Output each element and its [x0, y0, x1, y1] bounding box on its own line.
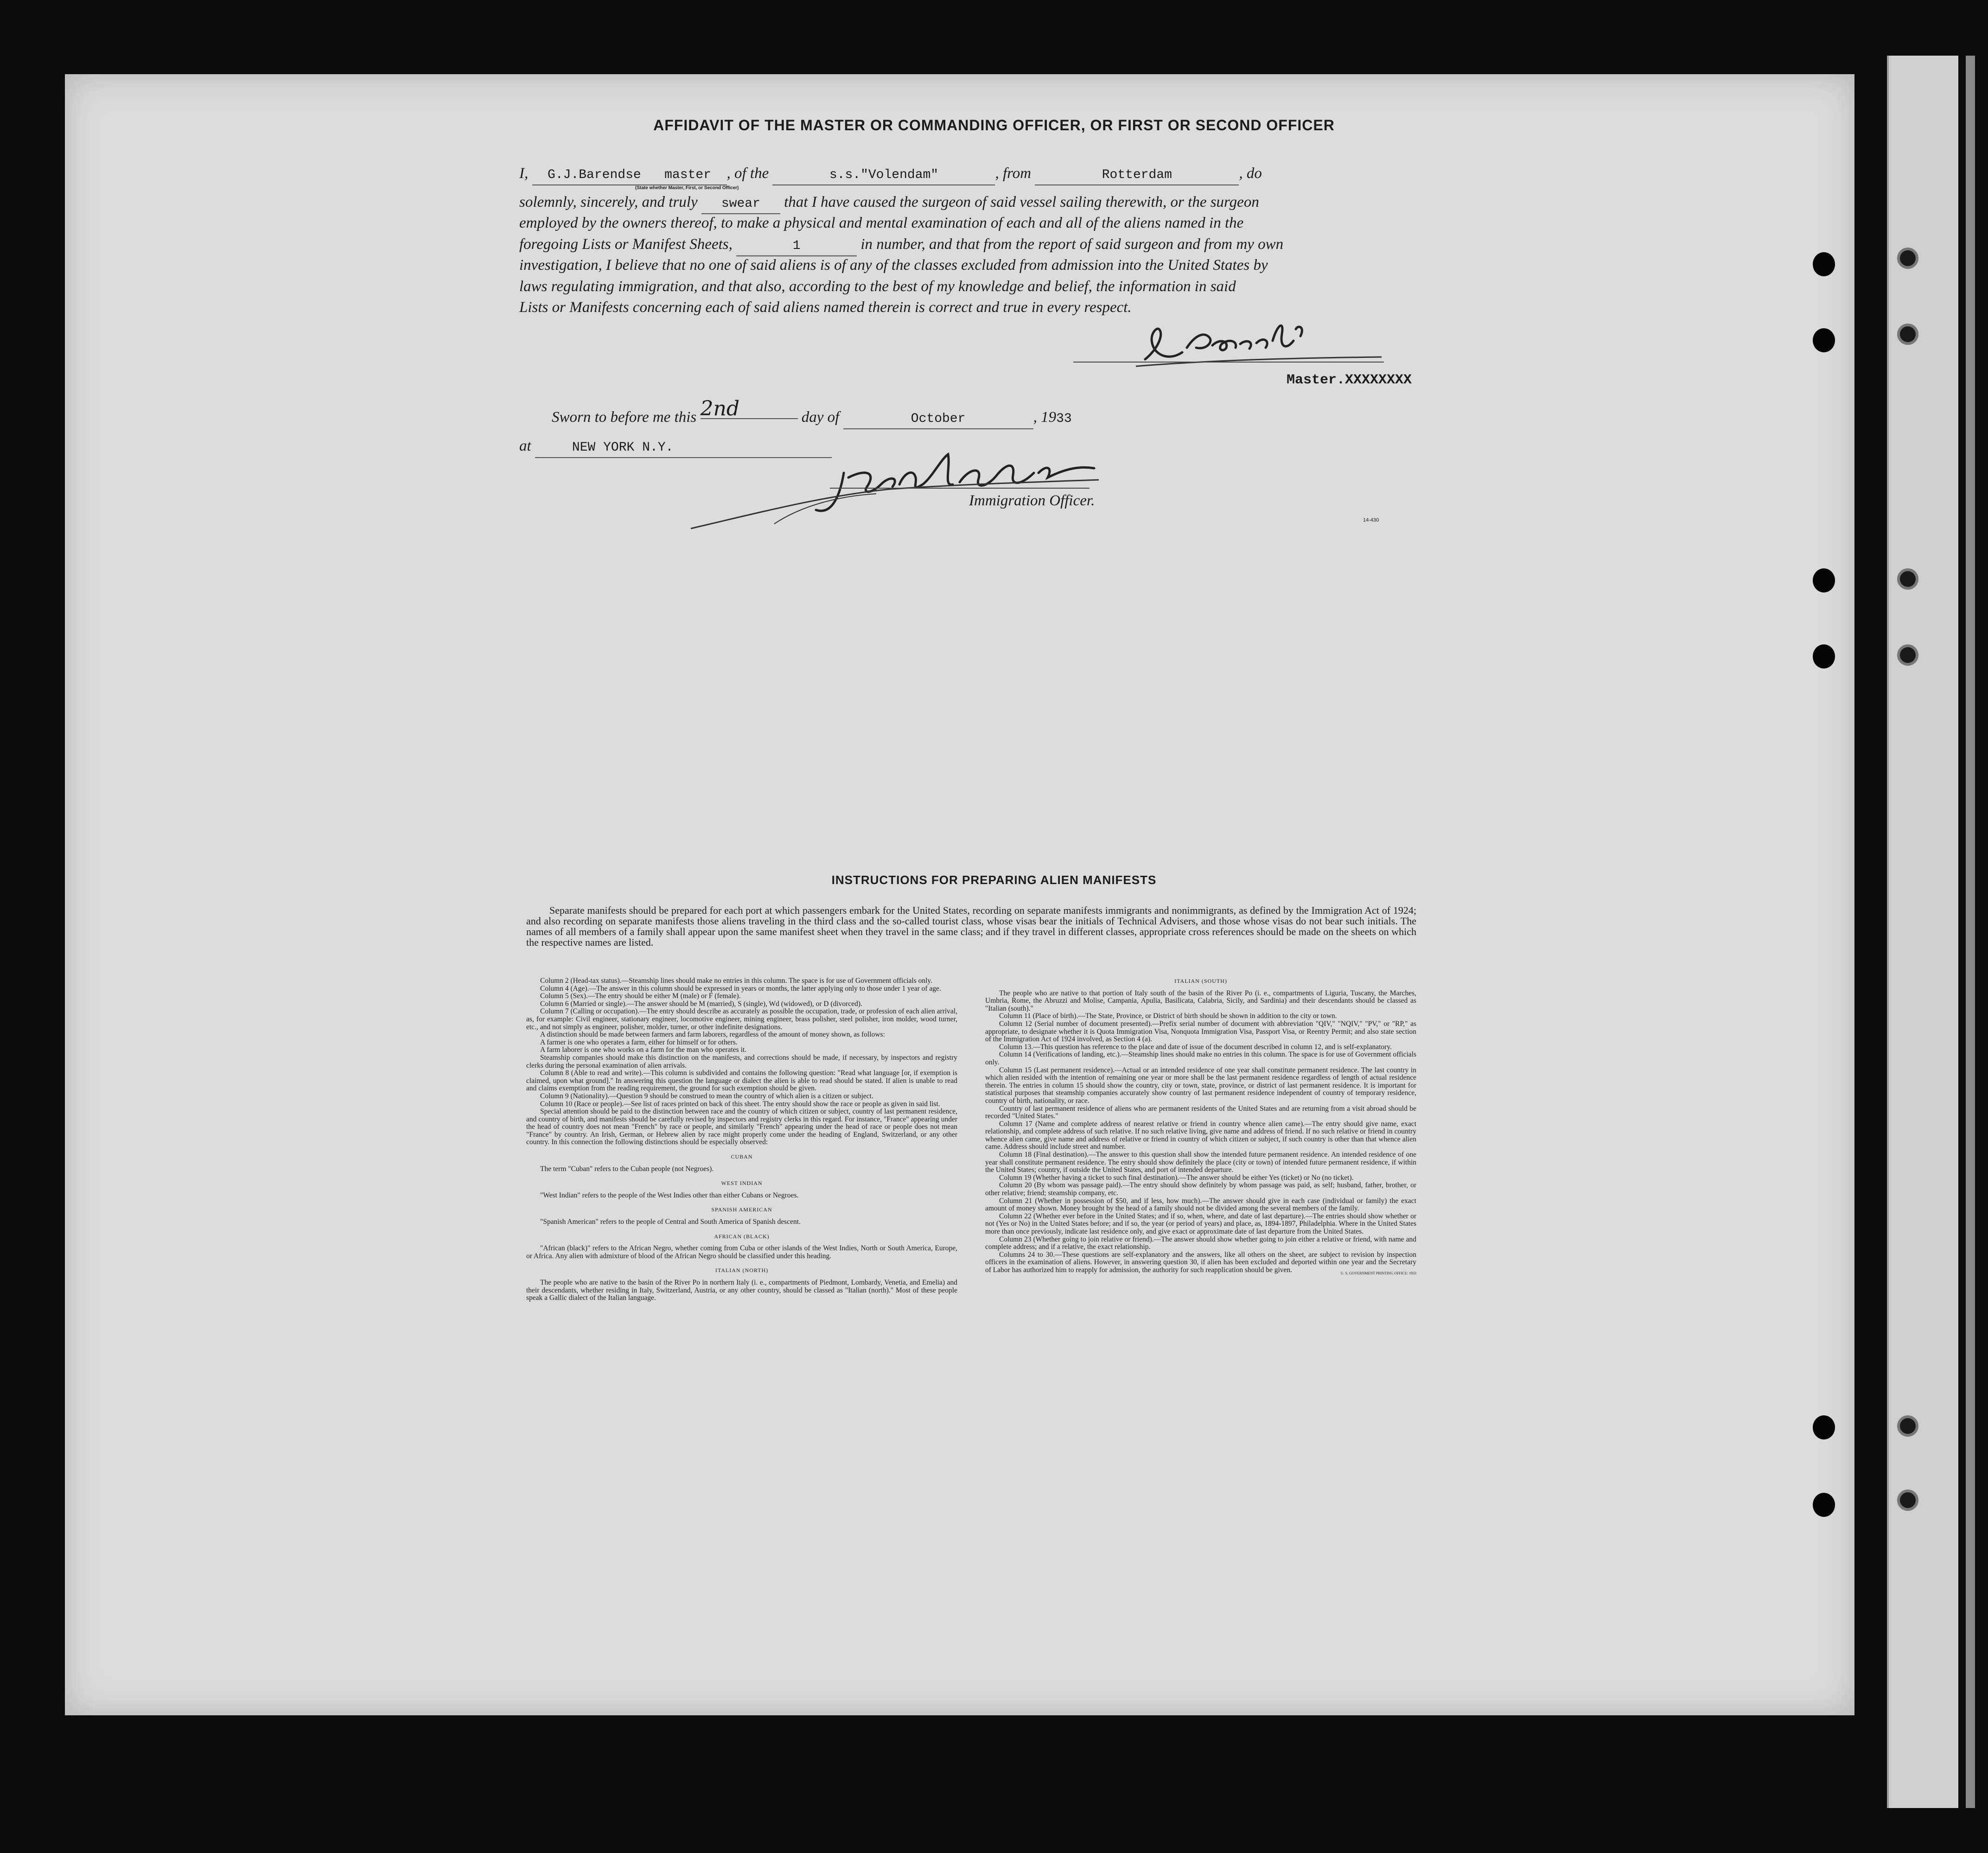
instruction-paragraph: Column 10 (Race or people).—See list of races printed on back of this sheet. The entry should show the race or people as given in said list.	[540, 1100, 940, 1108]
instruction-paragraph: The people who are native to that portion of Italy south of the basin of the River Po (i. e., compartments of Liguria, Tuscany, the Marches, Umbria, Rome, the Abruzzi and Molise, Campania, Apulia, Basilicata, Calabria, Sicily, and Sardinia) and their descendants should be classed as "Italian (south)."	[985, 989, 1416, 1012]
instruction-paragraph: Column 7 (Calling or occupation).—The entry should describe as accurately as possible the occupation, trade, or profession of each alien arrival, as, for example: Civil engineer, stationary engineer, locomotive engineer, mining engineer, brass polisher, steel polisher, iron molder, wood turner, etc., and not simply as engineer, polisher, molder, turner, or other indefinite designations.	[526, 1007, 957, 1031]
instruction-paragraph: Column 9 (Nationality).—Question 9 should be construed to mean the country of which alien is a citizen or subject.	[540, 1092, 873, 1100]
affidavit-text: day of	[801, 409, 840, 426]
affidavit-title: AFFIDAVIT OF THE MASTER OR COMMANDING OFFICER, OR FIRST OR SECOND OFFICER	[653, 117, 1335, 134]
instruction-paragraph: Steamship companies should make this distinction on the manifests, and corrections should be made, if necessary, by inspectors and registry clerks during the personal examination of alien arrivals.	[526, 1053, 957, 1070]
instruction-paragraph: Column 20 (By whom was passage paid).—The entry should show definitely by whom passage was paid, as self; husband, father, brother, or other relative; friend; steamship company, etc.	[985, 1181, 1416, 1197]
instruction-paragraph: Column 23 (Whether going to join relative or friend).—The answer should show whether going to join either a relative or friend, with name and complete address; and if a relative, the exact relationship.	[985, 1235, 1416, 1251]
binder-ring	[1897, 644, 1918, 666]
affidavit-text: , of the	[726, 165, 769, 182]
port-field: Rotterdam	[1035, 166, 1239, 185]
instruction-paragraph: A farm laborer is one who works on a farm for the man who operates it.	[540, 1046, 747, 1054]
instruction-paragraph: Column 2 (Head-tax status).—Steamship lines should make no entries in this column. The space is for use of Government officials only.	[540, 977, 933, 985]
section-heading: AFRICAN (BLACK)	[714, 1233, 770, 1240]
binding-edge	[1966, 56, 1975, 1808]
instruction-paragraph: Column 19 (Whether having a ticket to such final destination).—The answer should be either Yes (ticket) or No (no ticket).	[999, 1173, 1354, 1182]
section-heading: CUBAN	[731, 1153, 753, 1160]
binder-ring	[1897, 568, 1918, 590]
sworn-year: 33	[1056, 412, 1072, 426]
oath-field: swear	[701, 195, 780, 214]
affidavit-line-7: Lists or Manifests concerning each of said aliens named therein is correct and true in every respect.	[519, 299, 1132, 316]
instruction-paragraph: Column 18 (Final destination).—The answer to this question shall show the intended future permanent residence. An intended residence of one year shall constitute permanent residence. The entry should show definitely the place (city or town) of intended future permanent residence, if within the United States; country, if outside the United States, and port of intended departure.	[985, 1151, 1416, 1174]
form-number: 14-430	[1363, 517, 1379, 523]
binder-ring	[1897, 324, 1918, 345]
rank-note: (State whether Master, First, or Second Officer)	[635, 185, 739, 191]
rank: master	[664, 168, 711, 182]
signature-title: Master.XXXXXXXX	[1287, 372, 1412, 388]
instructions-left-column	[526, 977, 957, 1302]
punch-hole	[1813, 644, 1835, 669]
officer-label: Immigration Officer.	[969, 492, 1095, 509]
affidavit-line-2	[519, 193, 1414, 214]
punch-hole	[1813, 1493, 1835, 1517]
instruction-paragraph: Column 21 (Whether in possession of $50, and if less, how much).—The answer should give in each case (individual or family) the exact amount of money shown. Money brought by the head of a family should not be divided among the several members of the family.	[985, 1197, 1416, 1213]
instructions-intro: Separate manifests should be prepared for each port at which passengers embark for the United States, recording on separate manifests immigrants and nonimmigrants, as defined by the Immigration Act of 1924; and also recording on separate manifests those aliens traveling in the third class and the so-called tourist class, whose visas bear the initials of Technical Advisers, and those whose visas do not bear such initials. The names of all members of a family shall appear upon the same manifest sheet when they travel in the same class; and if they travel in different classes, appropriate cross references should be made on the sheets on which the respective names are listed.	[526, 904, 1416, 948]
affidavit-line-1	[519, 164, 1414, 185]
affidavit-text: foregoing Lists or Manifest Sheets,	[519, 236, 733, 253]
sheet-count-field: 1	[736, 237, 857, 256]
instruction-paragraph: Columns 24 to 30.—These questions are self-explanatory and the answers, like all others on the sheet, are subject to revision by inspection officers in the examination of aliens. However, in answering question 30, if alien has been excluded and deported within one year and the Secretary of Labor has authorized him to reapply for admission, the authority for such reapplication should be given.	[985, 1250, 1416, 1274]
instruction-paragraph: Column 22 (Whether ever before in the United States; and if so, when, where, and date of last departure).—The entries should show whether or not (Yes or No) in the United States before; and if so, the year (or period of years) and place, as, 1894-1897, Philadelphia. Where in the United States more than once previously, indicate last residence only, and give exact or approximate date of last departure from the United States.	[985, 1212, 1416, 1235]
instruction-paragraph: Country of last permanent residence of aliens who are permanent residents of the United States and are returning from a visit abroad should be recorded "United States."	[985, 1104, 1416, 1121]
instruction-paragraph: Column 11 (Place of birth).—The State, Province, or District of birth should be shown in addition to the city or town.	[999, 1012, 1337, 1020]
affidavit-text: solemnly, sincerely, and truly	[519, 194, 698, 210]
punch-hole	[1813, 328, 1835, 352]
place-field: NEW YORK N.Y.	[535, 439, 832, 458]
instruction-paragraph: "African (black)" refers to the African Negro, whether coming from Cuba or other islands of the West Indies, North or South America, Europe, or Africa. Any alien with admixture of blood of the African Negro should be classified under this heading.	[526, 1244, 957, 1260]
punch-hole	[1813, 568, 1835, 592]
affidavit-line-4	[519, 235, 1414, 256]
master-name: G.J.Barendse	[548, 168, 641, 182]
sworn-line	[552, 397, 1446, 429]
instructions-title: INSTRUCTIONS FOR PREPARING ALIEN MANIFESTS	[831, 873, 1157, 887]
manifest-sheet	[65, 74, 1854, 1715]
affidavit-text: , do	[1239, 165, 1262, 182]
officer-signature	[682, 440, 1127, 533]
instructions-right-column	[985, 977, 1416, 1277]
instruction-paragraph: Column 13.—This question has reference to the place and date of issue of the document described in column 12, and is self-explanatory.	[999, 1043, 1392, 1051]
instruction-paragraph: A distinction should be made between farmers and farm laborers, regardless of the amount of money shown, as follows:	[540, 1031, 885, 1039]
affidavit-text: in number, and that from the report of said surgeon and from my own	[860, 236, 1284, 253]
punch-hole	[1813, 252, 1835, 276]
instruction-paragraph: Special attention should be paid to the distinction between race and the country of which citizen or subject, country of last permanent residence, and country of birth, and manifests should be carefully revised by inspectors and registry clerks in this regard. For instance, "France" appearing under the head of country does not mean "French" by race or people, and similarly "French" appearing under the head of race or people does not mean "France" by country. An Irish, German, or Hebrew alien by race might properly come under the heading of England, Switzerland, or any other country. In this connection the following distinctions should be especially observed:	[526, 1108, 957, 1146]
binder-ring	[1897, 1415, 1918, 1437]
master-signature	[1131, 315, 1391, 371]
punch-hole	[1813, 1415, 1835, 1439]
affidavit-line-6: laws regulating immigration, and that also, according to the best of my knowledge and belief, the information in said	[519, 278, 1236, 295]
vessel-field: s.s."Volendam"	[772, 166, 995, 185]
printing-office-note: U. S. GOVERNMENT PRINTING OFFICE: 1933	[1340, 1271, 1416, 1275]
instruction-paragraph: Column 15 (Last permanent residence).—Actual or an intended residence of one year shall constitute permanent residence. The last country in which alien resided with the intention of remaining one year or more shall be the last permanent residence regardless of length of actual residence therein. The entries in column 15 should show the country, city or town, state, province, or district of last permanent residence. It is important for statistical purposes that steamship companies accurately show country of last permanent residence independent of country of temporary residence, country of birth, nationality, or race.	[985, 1066, 1416, 1105]
section-heading: ITALIAN (NORTH)	[715, 1267, 769, 1274]
officer-signature-line	[830, 488, 1090, 489]
master-signature-line	[1073, 362, 1384, 363]
binder-ring	[1897, 1490, 1918, 1511]
affidavit-text: that I have caused the surgeon of said vessel sailing therewith, or the surgeon	[784, 194, 1259, 210]
affidavit-text: , from	[995, 165, 1032, 182]
affidavit-text: at	[519, 438, 531, 454]
instruction-paragraph: Column 17 (Name and complete address of nearest relative or friend in country whence alien came).—The entry should give name, exact relationship, and complete address of such relative. If no such relative living, give name and address of friend. If no such relative or friend in country whence alien came, give name and address of relative or friend in country of which citizen or subject, if such country is other than that whence alien came. Address should include street and number.	[985, 1120, 1416, 1151]
affidavit-line-5: investigation, I believe that no one of said aliens is of any of the classes excluded from admission into the United States by	[519, 257, 1268, 274]
instruction-paragraph: The people who are native to the basin of the River Po in northern Italy (i. e., compartments of Piedmont, Lombardy, Venetia, and Emelia) and their descendants, whether residing in Italy, Switzerland, Austria, or any other country, should be classed as "Italian (north)." Most of these people speak a Gallic dialect of the Italian language.	[526, 1279, 957, 1302]
section-heading: SPANISH AMERICAN	[711, 1206, 772, 1213]
instruction-paragraph: "West Indian" refers to the people of the West Indies other than either Cubans or Negroes.	[540, 1191, 799, 1199]
binding-strip	[1887, 56, 1958, 1808]
affidavit-text: , 19	[1033, 409, 1057, 426]
sworn-month-field: October	[843, 410, 1033, 429]
binder-ring	[1897, 248, 1918, 269]
instruction-paragraph: Column 12 (Serial number of document presented).—Prefix serial number of document with abbreviation "QIV," "NQIV," "PV," or "RP," as appropriate, to designate whether it is Quota Immigration Visa, Nonquota Immigration Visa, Passport Visa, or Reentry Permit; and also state section of the Immigration Act of 1924 involved, as Section 4 (a).	[985, 1019, 1416, 1044]
instruction-paragraph: Column 5 (Sex).—The entry should be either M (male) or F (female).	[540, 992, 741, 1000]
affidavit-text: I,	[519, 165, 529, 182]
instruction-paragraph: Column 14 (Verifications of landing, etc.).—Steamship lines should make no entries in this column. The space is for use of Government officials only.	[985, 1051, 1416, 1066]
instruction-paragraph: Column 8 (Able to read and write).—This column is subdivided and contains the following question: "Read what language [or, if exemption is claimed, upon what ground]." In answering this question the language or dialect the alien is able to read should be stated. If alien is unable to read and claims exemption from the reading requirement, the ground for such exemption should be given.	[526, 1069, 957, 1093]
sworn-day-field: 2nd	[701, 400, 798, 419]
instruction-paragraph: The term "Cuban" refers to the Cuban people (not Negroes).	[540, 1165, 714, 1173]
affidavit-line-3: employed by the owners thereof, to make a physical and mental examination of each and all of the aliens named in the	[519, 215, 1244, 231]
section-heading: ITALIAN (SOUTH)	[1174, 978, 1227, 984]
section-heading: WEST INDIAN	[721, 1180, 763, 1187]
affidavit-text: Sworn to before me this	[552, 409, 697, 426]
instruction-paragraph: A farmer is one who operates a farm, either for himself or for others.	[540, 1038, 738, 1046]
instruction-paragraph: Column 6 (Married or single).—The answer should be M (married), S (single), Wd (widowed), or D (divorced).	[540, 1000, 862, 1008]
instruction-paragraph: "Spanish American" refers to the people of Central and South America of Spanish descent.	[540, 1218, 801, 1226]
instruction-paragraph: Column 4 (Age).—The answer in this column should be expressed in years or months, the latter applying only to those under 1 year of age.	[540, 984, 941, 993]
master-name-field	[532, 166, 727, 185]
